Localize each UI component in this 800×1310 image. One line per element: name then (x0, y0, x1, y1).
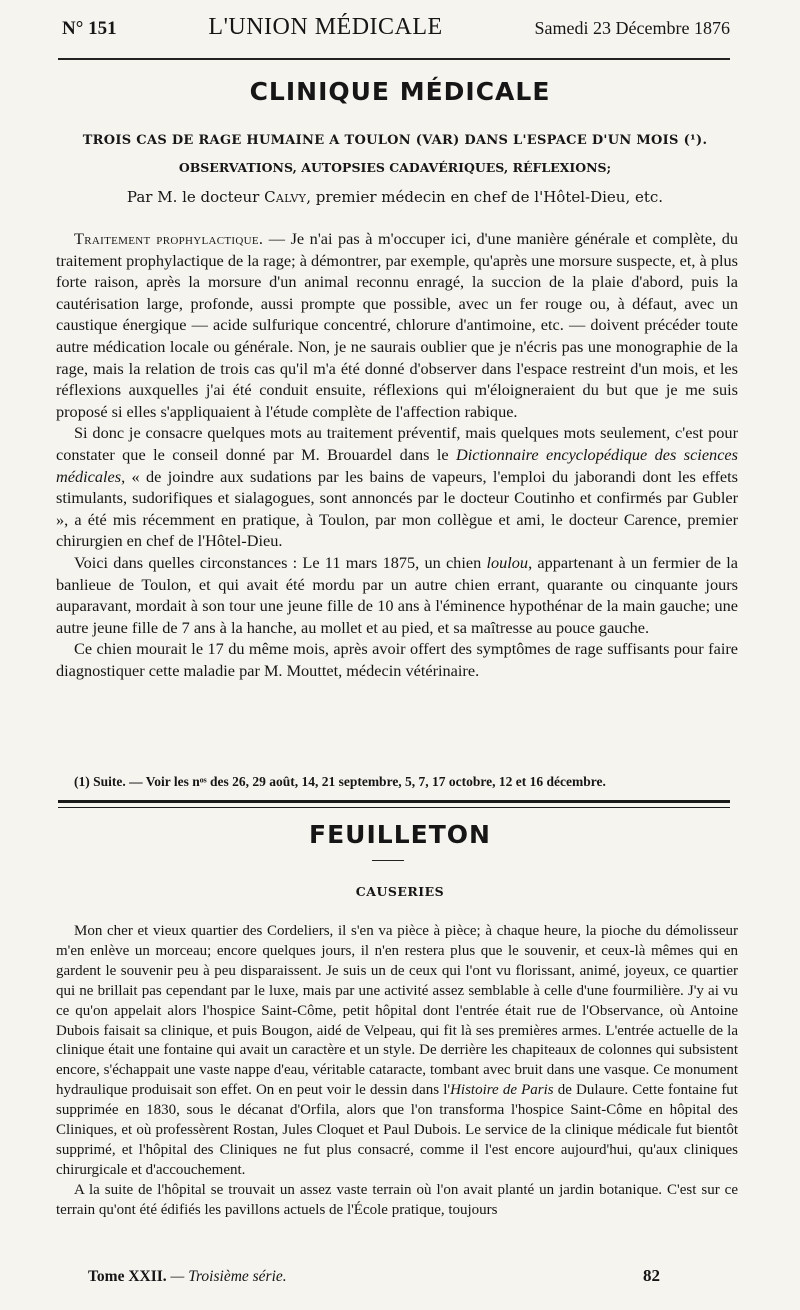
volume-info (88, 1268, 287, 1286)
feuilleton-paragraph (56, 922, 738, 1181)
paragraph-text: , « de joindre aux sudations par les bains de vapeurs, l'emploi du jaborandi dont les effets stimulants, sudorifiques et sialagogues, sont annoncés par le docteur Coutinho et confirmés par Gubler », a été mis récemment en pratique, à Toulon, par mon collègue et ami, le docteur Carence, premier chirurgien en chef de l'Hôtel-Dieu. (56, 466, 738, 551)
page-number: 82 (643, 1266, 660, 1285)
paragraph-text: Voici dans quelles circonstances : Le 11 mars 1875, un chien (74, 552, 487, 572)
feuilleton-subtitle: CAUSERIES (355, 884, 445, 899)
paragraph-text: de Dulaure. Cette fontaine fut supprimée en 1830, sous le décanat d'Orfila, alors que l'on transforma l'hospice Saint-Côme en hôpital des Cliniques, et où professèrent Rostan, Jules Cloquet et Paul Dubois. Le service de la clinique médicale fut bientôt supprimé, et l'hôpital des Cliniques ne fut plus consacré, comme il l'est encore aujourd'hui, qu'aux cliniques chirurgicale et d'accouchement. (56, 1082, 738, 1178)
paragraph-text: Si donc je consacre quelques mots au traitement préventif, mais quelques mots seulement, c'est pour constater que le conseil donné par M. Brouardel dans le (56, 423, 738, 464)
journal-title: L'UNION MÉDICALE (208, 14, 443, 40)
paragraph-italic: Dictionnaire encyclopédique des sciences médicales (56, 444, 738, 486)
issue-number: N° 151 (62, 18, 117, 39)
section-title: CLINIQUE MÉDICALE (249, 77, 551, 106)
page-footer (88, 1266, 660, 1286)
article-paragraph: Ce chien mourait le 17 du même mois, après avoir offert des symptômes de rage suffisants pour faire diagnostiquer cette maladie par M. Mouttet, médecin vétérinaire. (56, 639, 738, 680)
footnote: (1) Suite. — Voir les nᵒˢ des 26, 29 août, 14, 21 septembre, 5, 7, 17 octobre, 12 et 16 décembre. (74, 774, 606, 789)
byline-prefix: Par M. le docteur (126, 188, 260, 206)
article-paragraph (56, 422, 738, 552)
byline (60, 188, 730, 206)
article-paragraph (56, 228, 738, 422)
article-body (56, 228, 738, 681)
paragraph-italic: loulou (486, 552, 529, 572)
article-title: TROIS CAS DE RAGE HUMAINE A TOULON (VAR) DANS L'ESPACE D'UN MOIS (¹). (82, 133, 708, 148)
page-header (62, 14, 730, 48)
paragraph-italic: Histoire de Paris (450, 1082, 554, 1099)
paragraph-text: Mon cher et vieux quartier des Cordeliers, il s'en va pièce à pièce; à chaque heure, la pioche du démolisseur m'en enlève un morceau; encore quelques jours, il n'en restera plus que le souvenir, et ceux-là mêmes qui en gardent le souvenir peu à peu disparaissent. Je suis un de ceux qui l'ont vu florissant, animé, joyeux, ce quartier qui ne brillait pas cependant par le luxe, mais par une activité assez semblable à celle d'une fourmilière. J'y ai vu ce qu'on appelait alors l'hospice Saint-Côme, petit hôpital dont l'entrée était rue de l'Observance, où Antoine Dubois faisait sa clinique, et puis Bougon, aidé de Velpeau, qui fit là ses premières armes. L'entrée actuelle de la clinique était une fontaine qui avait un caractère et un style. De derrière les chapiteaux de colonnes qui subsistent encore, s'échappait une vaste nappe d'eau, véritable cataracte, tombant avec bruit dans une vasque. Ce monument hydraulique produisait son effet. On en peut voir le dessin dans l' (56, 923, 738, 1099)
paragraph-text: , appartenant à un fermier de la banlieue de Toulon, et qui avait été mordu par un autre chien errant, quarante ou cinquante jours auparavant, mordait à son tour une jeune fille de 10 ans à l'éminence hypothénar de la main gauche; une autre jeune fille de 7 ans à la hanche, au mollet et au pied, et sa maîtresse au pouce gauche. (56, 552, 738, 637)
paragraph-text: — Je n'ai pas à m'occuper ici, d'une manière générale et complète, du traitement prophylactique de la rage; à démontrer, par exemple, qu'après une morsure suspecte, et, à plus forte raison, après la morsure d'un animal reconnu enragé, la succion de la plaie d'abord, puis la cautérisation large, profonde, aussi prompte que possible, avec un fer rouge ou, à défaut, avec un caustique énergique — acide sulfurique concentré, chlorure d'antimoine, etc. — doivent précéder toute autre médication locale ou générale. Non, je ne saurais oublier que je n'écris pas une monographie de la rage, mais la relation de trois cas qu'il m'a été donné d'observer dans l'espace restreint d'un mois, et les réflexions auxquelles j'ai été conduit ensuite, réflexions qui m'éloigneraient du but que je me suis proposé si elles s'appliquaient à l'étude complète de l'affection rabique. (56, 229, 738, 421)
series-label: — Troisième série. (170, 1268, 287, 1285)
feuilleton-paragraph: A la suite de l'hôpital se trouvait un assez vaste terrain où l'on avait planté un jardin botanique. C'est sur ce terrain qu'ont été édifiés les pavillons actuels de l'École pratique, toujours (56, 1181, 738, 1218)
feuilleton-rule (58, 800, 730, 808)
issue-date: Samedi 23 Décembre 1876 (534, 18, 730, 38)
byline-author: Calvy (264, 188, 307, 206)
article-subtitle: OBSERVATIONS, AUTOPSIES CADAVÉRIQUES, RÉFLEXIONS; (178, 160, 612, 175)
title-underline (372, 860, 404, 861)
article-paragraph (56, 552, 738, 638)
header-rule (58, 58, 730, 60)
byline-suffix: , premier médecin en chef de l'Hôtel-Dieu, etc. (306, 188, 664, 206)
paragraph-lead: Traitement prophylactique. (74, 229, 264, 248)
feuilleton-title: FEUILLETON (309, 820, 491, 849)
feuilleton-body (56, 922, 738, 1221)
volume-label: Tome XXII. (88, 1268, 167, 1285)
